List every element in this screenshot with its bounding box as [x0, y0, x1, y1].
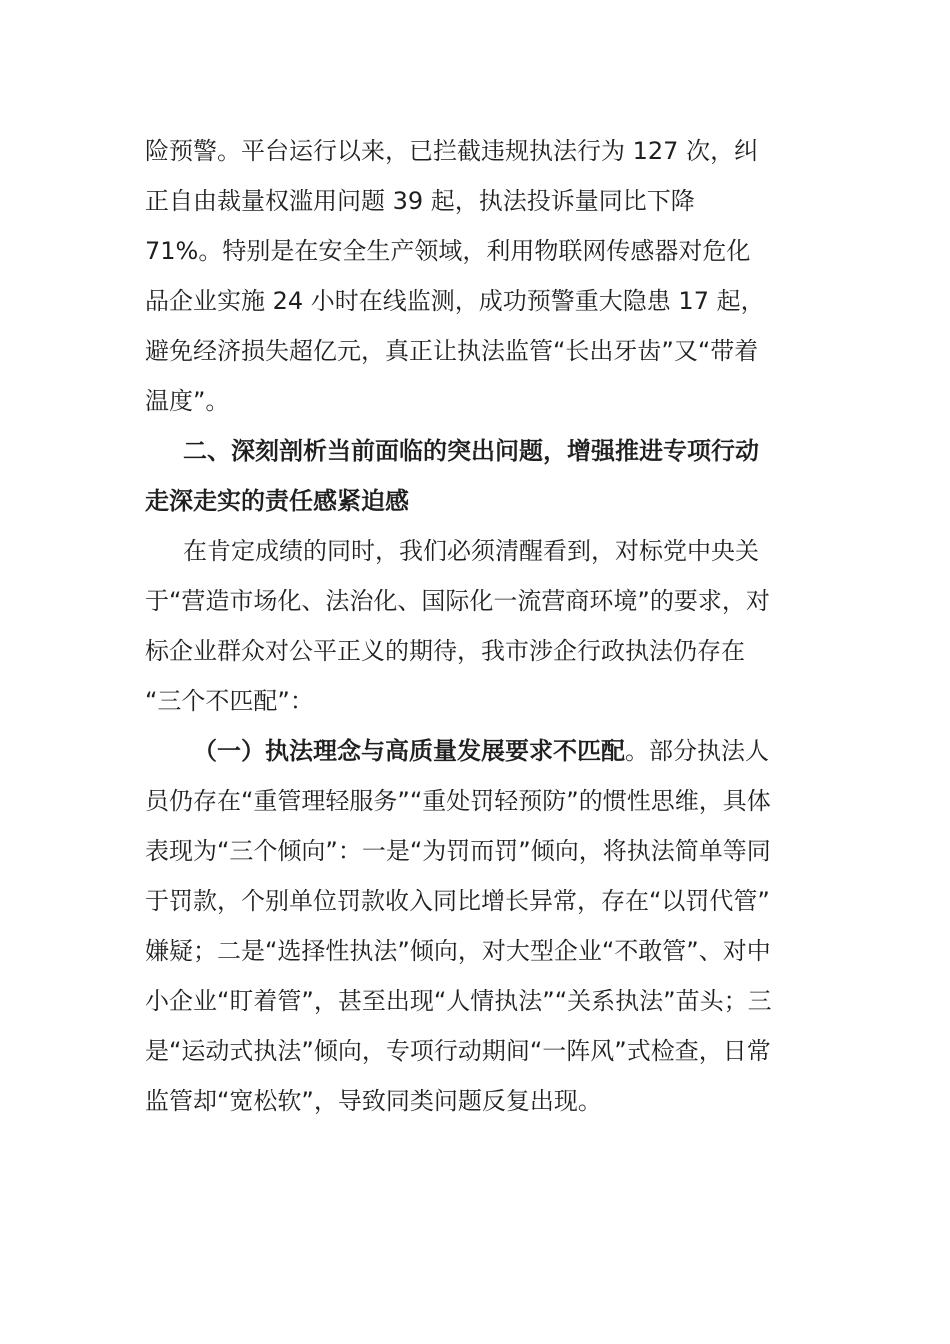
text-line: 嫌疑；二是“选择性执法”倾向，对大型企业“不敢管”、对中	[145, 937, 771, 965]
paragraph-enforcement-concept	[145, 726, 805, 1126]
text-line: 于“营造市场化、法治化、国际化一流营商环境”的要求，对	[145, 587, 770, 615]
text-line: 监管却“宽松软”，导致同类问题反复出现。	[145, 1087, 602, 1115]
text-line: 表现为“三个倾向”：一是“为罚而罚”倾向，将执法简单等同	[145, 837, 771, 865]
heading-line: 二、深刻剖析当前面临的突出问题，增强推进专项行动	[183, 437, 759, 465]
text-line: “三个不匹配”：	[145, 687, 314, 715]
text-line: 71%。特别是在安全生产领域，利用物联网传感器对危化	[145, 237, 751, 265]
text-line	[145, 726, 805, 776]
text-line: 险预警。平台运行以来，已拦截违规执法行为 127 次，纠	[145, 137, 759, 165]
text-line: 标企业群众对公平正义的期待，我市涉企行政执法仍存在	[145, 637, 745, 665]
text-line: 品企业实施 24 小时在线监测，成功预警重大隐患 17 起，	[145, 287, 765, 315]
text-line: 避免经济损失超亿元，真正让执法监管“长出牙齿”又“带着	[145, 337, 759, 365]
text-line: 温度”。	[145, 387, 230, 415]
heading-line: 走深走实的责任感紧迫感	[145, 487, 409, 515]
text-run: 。部分执法人	[625, 737, 769, 765]
paragraph-three-mismatches	[145, 526, 805, 726]
text-line: 是“运动式执法”倾向，专项行动期间“一阵风”式检查，日常	[145, 1037, 771, 1065]
text-line: 在肯定成绩的同时，我们必须清醒看到，对标党中央关	[183, 537, 759, 565]
subheading-inline: （一）执法理念与高质量发展要求不匹配	[193, 737, 625, 765]
text-line: 员仍存在“重管理轻服务”“重处罚轻预防”的惯性思维，具体	[145, 787, 771, 815]
paragraph-platform-results	[145, 126, 805, 426]
text-line: 于罚款，个别单位罚款收入同比增长异常，存在“以罚代管”	[145, 887, 770, 915]
text-line: 正自由裁量权滥用问题 39 起，执法投诉量同比下降	[145, 187, 695, 215]
text-line: 小企业“盯着管”，甚至出现“人情执法”“关系执法”苗头；三	[145, 987, 772, 1015]
section-heading-two	[145, 426, 805, 526]
document-body	[145, 126, 805, 1126]
